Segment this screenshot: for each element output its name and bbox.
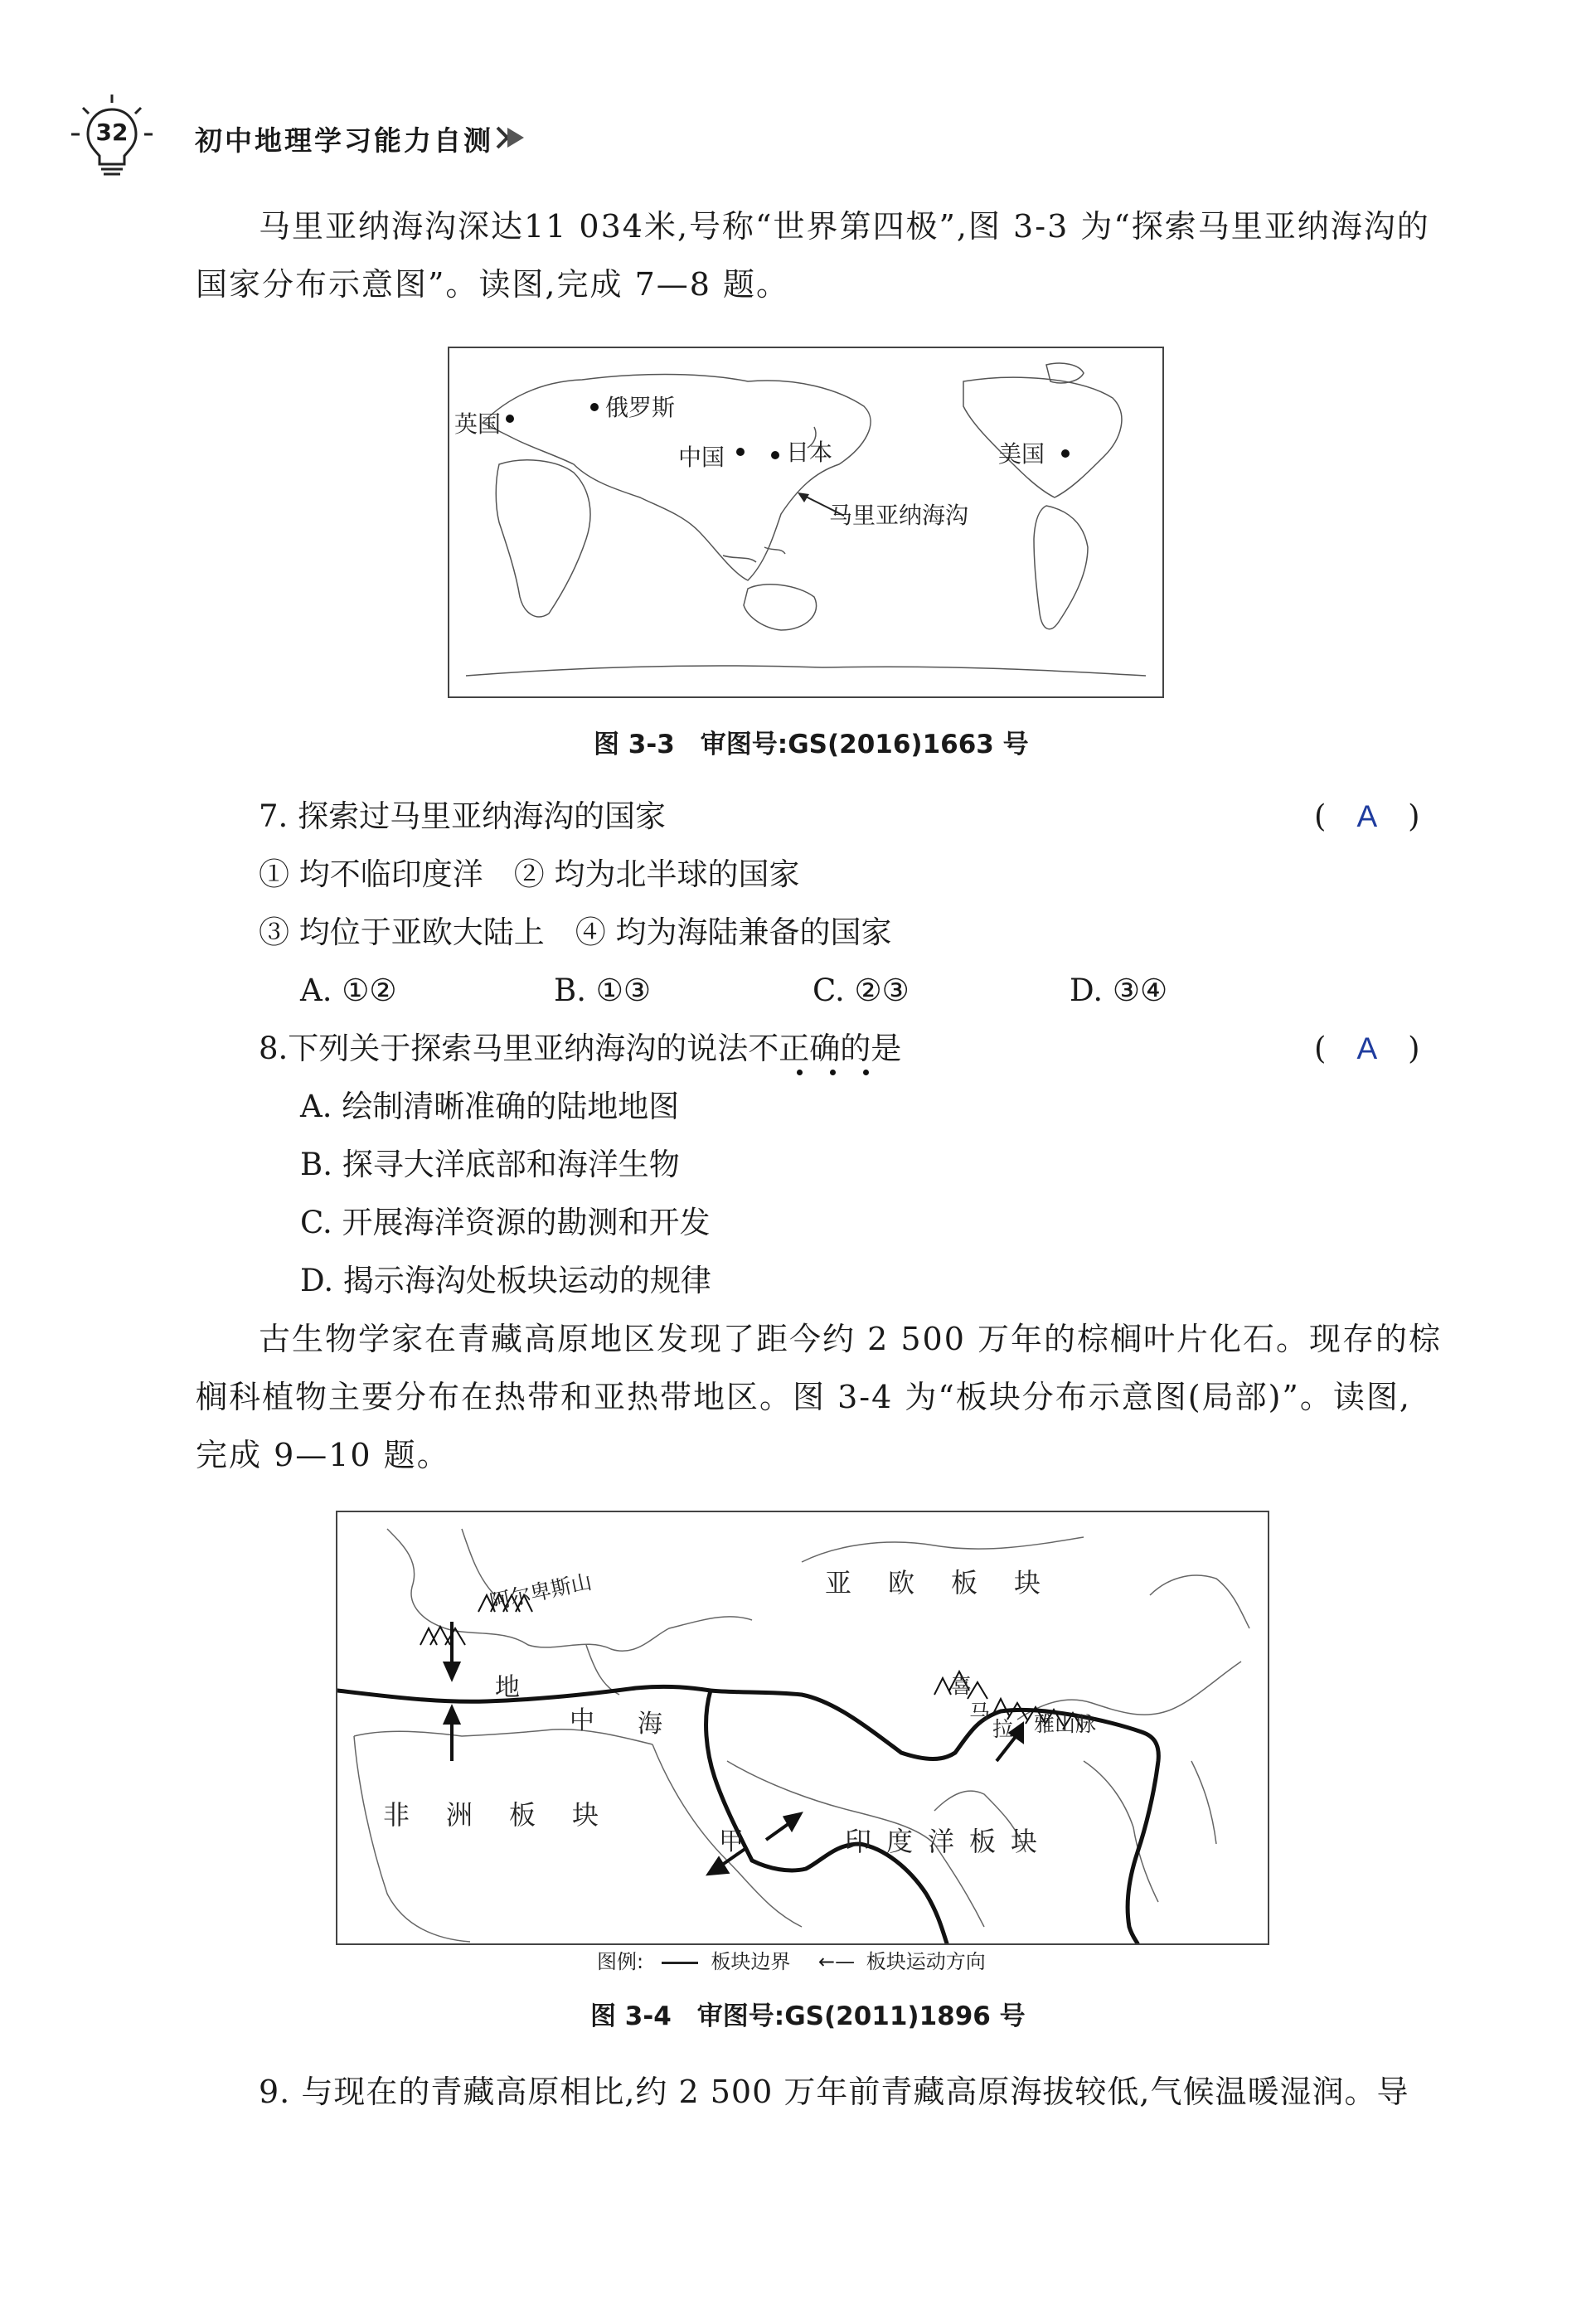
label-china: 中国 xyxy=(678,444,725,471)
world-map-figure xyxy=(448,347,1164,698)
q7-statements-1: ① 均不临印度洋 ② 均为北半球的国家 xyxy=(259,856,800,892)
dot-uk xyxy=(506,415,514,423)
label-jia: 甲 xyxy=(719,1827,744,1856)
q8-option-a: A. 绘制清晰准确的陆地地图 xyxy=(300,1089,680,1124)
label-african-plate: 非洲板块 xyxy=(383,1799,636,1831)
page-number: 32 xyxy=(95,119,129,146)
label-himalaya-ma: 马 xyxy=(969,1700,991,1725)
dot-japan xyxy=(771,451,779,459)
dot-russia xyxy=(590,403,599,411)
label-eurasian-plate: 亚欧板块 xyxy=(825,1567,1078,1599)
q7-option-c: C. ②③ xyxy=(813,973,910,1008)
label-indian-plate: 印度洋板块 xyxy=(845,1826,1053,1857)
book-title: 初中地理学习能力自测 xyxy=(195,124,493,157)
q8-bracket: ( A ) xyxy=(1314,1031,1420,1066)
dot-china xyxy=(736,448,745,456)
q7-statements-2: ③ 均位于亚欧大陆上 ④ 均为海陆兼备的国家 xyxy=(259,915,892,950)
legend-arrow-icon: ←— xyxy=(818,1950,856,1973)
q7-bracket: ( A ) xyxy=(1314,798,1420,834)
label-usa: 美国 xyxy=(998,440,1045,468)
q8-stem: 8.下列关于探索马里亚纳海沟的说法不正确的是 xyxy=(259,1031,902,1066)
legend-direction: 板块运动方向 xyxy=(866,1950,986,1973)
label-sea-hai: 海 xyxy=(638,1710,662,1739)
figure2-legend xyxy=(597,1945,986,1978)
q8-option-c: C. 开展海洋资源的勘测和开发 xyxy=(300,1205,711,1240)
legend-title: 图例: xyxy=(597,1950,644,1973)
intro2-line3: 完成 9—10 题。 xyxy=(196,1437,450,1473)
label-trench: 马里亚纳海沟 xyxy=(829,502,969,529)
label-sea-zhong: 中 xyxy=(570,1706,594,1735)
q8-option-d: D. 揭示海沟处板块运动的规律 xyxy=(300,1263,711,1298)
label-japan: 日本 xyxy=(786,439,833,466)
dot-usa xyxy=(1061,449,1070,458)
emphasis-dots xyxy=(792,1070,891,1078)
label-himalaya-xi: 喜 xyxy=(951,1674,973,1698)
q7-answer: A xyxy=(1356,799,1378,833)
world-map-outline xyxy=(449,348,1162,696)
arrow-icon xyxy=(496,126,526,149)
intro2-line1: 古生物学家在青藏高原地区发现了距今约 2 500 万年的棕榈叶片化石。现存的棕 xyxy=(259,1321,1442,1357)
q8-answer: A xyxy=(1356,1031,1378,1065)
legend-boundary: 板块边界 xyxy=(711,1950,791,1973)
label-alps: 阿尔卑斯山 xyxy=(488,1569,594,1615)
figure1-caption: 图 3-3 审图号:GS(2016)1663 号 xyxy=(594,730,1029,759)
q7-option-a: A. ①② xyxy=(300,973,397,1008)
label-himalaya-la: 拉 xyxy=(992,1717,1014,1741)
page-header xyxy=(66,91,730,191)
label-uk: 英国 xyxy=(454,410,502,438)
figure2-caption: 图 3-4 审图号:GS(2011)1896 号 xyxy=(590,2001,1026,2031)
q9-stem: 9. 与现在的青藏高原相比,约 2 500 万年前青藏高原海拔较低,气候温暖湿润。导 xyxy=(259,2074,1409,2110)
q7-stem: 7. 探索过马里亚纳海沟的国家 xyxy=(259,798,667,834)
legend-boundary-line xyxy=(662,1962,698,1964)
q7-option-d: D. ③④ xyxy=(1070,973,1168,1008)
intro1-line1: 马里亚纳海沟深达11 034米,号称“世界第四极”,图 3-3 为“探索马里亚纳海沟的 xyxy=(259,208,1430,245)
plate-map-drawing xyxy=(337,1512,1268,1943)
plate-map-figure xyxy=(336,1511,1269,1945)
q7-option-b: B. ①③ xyxy=(554,973,652,1008)
intro2-line2: 榈科植物主要分布在热带和亚热带地区。图 3-4 为“板块分布示意图(局部)”。读图, xyxy=(196,1379,1411,1415)
q8-option-b: B. 探寻大洋底部和海洋生物 xyxy=(300,1147,680,1182)
intro1-line2: 国家分布示意图”。读图,完成 7—8 题。 xyxy=(196,266,790,303)
label-russia: 俄罗斯 xyxy=(605,394,676,421)
label-sea-di: 地 xyxy=(495,1673,520,1702)
label-himalaya-ya: 雅山脉 xyxy=(1034,1712,1097,1736)
